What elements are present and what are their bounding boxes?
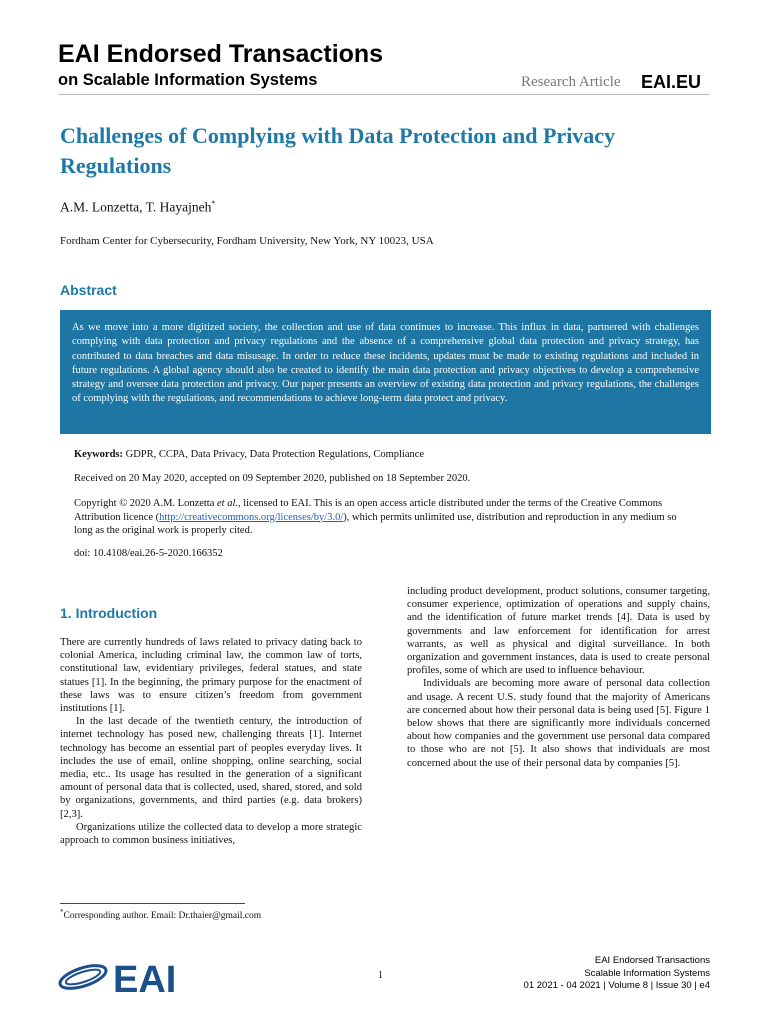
- copyright-part2: , licensed to EAI. This is an open access article distributed under the terms of the Creative Commons Attribution licence (: [74, 498, 663, 523]
- footer-line-1: EAI Endorsed Transactions: [594, 955, 710, 966]
- brand-link[interactable]: EAI.EU: [641, 72, 702, 92]
- authors: [60, 199, 215, 216]
- abstract-box: As we move into a more digitized society, the collection and use of data continues to increase. This influx in data, partnered with challenges complying with data protection and privacy regulations and the absence of a comprehensive global data protection and privacy strategy, has contributed to data breaches and data misusage. In order to reduce these incidents, updates must be made to existing regulations and included in future regulations. A global agency should also be created to identify the main data protection and privacy objectives to develop a comprehensive strategy and oversee data protection and privacy. Our paper presents an overview of existing data protection and privacy regulations, the challenges of complying with the regulations, and recommendations to achieve long-term data protect and privacy.: [60, 310, 711, 434]
- keywords-label: Keywords:: [74, 449, 123, 460]
- footnote-text: Corresponding author. Email: Dr.thaier@gmail.com: [63, 911, 262, 922]
- footnote-divider: [60, 903, 245, 904]
- doi: doi: 10.4108/eai.26-5-2020.166352: [74, 548, 223, 559]
- abstract-heading: Abstract: [60, 282, 117, 298]
- received-dates: Received on 20 May 2020, accepted on 09 September 2020, published on 18 September 2020.: [74, 473, 471, 484]
- paragraph: including product development, product solutions, consumer targeting, consumer experience, optimization of operations and supply chains, and the identification of future market trends [4]. Data is used by governments and law enforcement for identification for arrest warrants, as well as physical and digital surveillance. In both organization and government instances, data is used to create personal profiles, some of which are used to influence behaviour.: [407, 586, 710, 677]
- footnote-mark: *: [60, 908, 64, 916]
- journal-subtitle: on Scalable Information Systems: [58, 71, 318, 89]
- eai-logo: [55, 950, 215, 1000]
- footer-line-2: Scalable Information Systems: [584, 967, 710, 979]
- keywords-value: GDPR, CCPA, Data Privacy, Data Protection Regulations, Compliance: [123, 449, 425, 460]
- copyright-part3: ), which permits unlimited use, distribution and reproduction in any medium so long as the original work is properly cited.: [74, 511, 677, 536]
- eai-logo-text: EAI: [113, 959, 177, 1000]
- affiliation: Fordham Center for Cybersecurity, Fordham University, New York, NY 10023, USA: [60, 235, 434, 247]
- footer-journal-info: [524, 955, 710, 993]
- paper-title: Challenges of Complying with Data Protection and Privacy Regulations: [60, 123, 616, 178]
- author-names: A.M. Lonzetta, T. Hayajneh: [60, 199, 212, 215]
- author-footnote-mark: *: [211, 199, 216, 208]
- footnote: [60, 908, 261, 921]
- section-heading-introduction: 1. Introduction: [60, 605, 158, 621]
- paragraph: There are currently hundreds of laws related to privacy dating back to colonial America, including criminal law, the common law of torts, constitutional law, evidentiary privileges, federal statues, and state statues [1]. In the beginning, the primary purpose for the enactment of these laws was to ensure citizen’s freedom from government institutions [1].: [60, 637, 362, 715]
- paragraph: In the last decade of the twentieth century, the introduction of internet technology has posed new, challenging threats [1]. Internet technology has become an essential part of peoples everyday lives. It includes the use of email, online shopping, online searching, social media, etc.. Its usage has resulted in the generation of a significant amount of personal data that is collected, used, shared, stored, and sold by organizations, governments, and third parties (e.g. data brokers) [2,3].: [60, 716, 362, 820]
- article-type: Research Article: [521, 74, 621, 90]
- header-divider: [58, 94, 710, 95]
- keywords: [74, 448, 694, 462]
- left-column: [60, 636, 362, 847]
- journal-title: EAI Endorsed Transactions: [58, 40, 384, 68]
- right-column: [407, 585, 710, 770]
- paragraph: Organizations utilize the collected data to develop a more strategic approach to common business initiatives,: [60, 821, 362, 847]
- copyright-etal: et al.: [217, 498, 239, 509]
- copyright-notice: [74, 497, 694, 538]
- copyright-part1: Copyright © 2020 A.M. Lonzetta: [74, 498, 218, 509]
- license-link[interactable]: http://creativecommons.org/licenses/by/3.0/: [159, 511, 344, 523]
- paragraph: Individuals are becoming more aware of personal data collection and usage. A recent U.S. study found that the majority of Americans are concerned about how their personal data is being used [5]. Figure 1 below shows that there are significantly more individuals concerned about how companies and the government use personal data compared to those who are not [5]. It also shows that individuals are most concerned about the use of their personal data by companies [5].: [407, 678, 710, 769]
- footer-line-3: 01 2021 - 04 2021 | Volume 8 | Issue 30 | e4: [523, 980, 710, 991]
- page-number: 1: [378, 970, 383, 981]
